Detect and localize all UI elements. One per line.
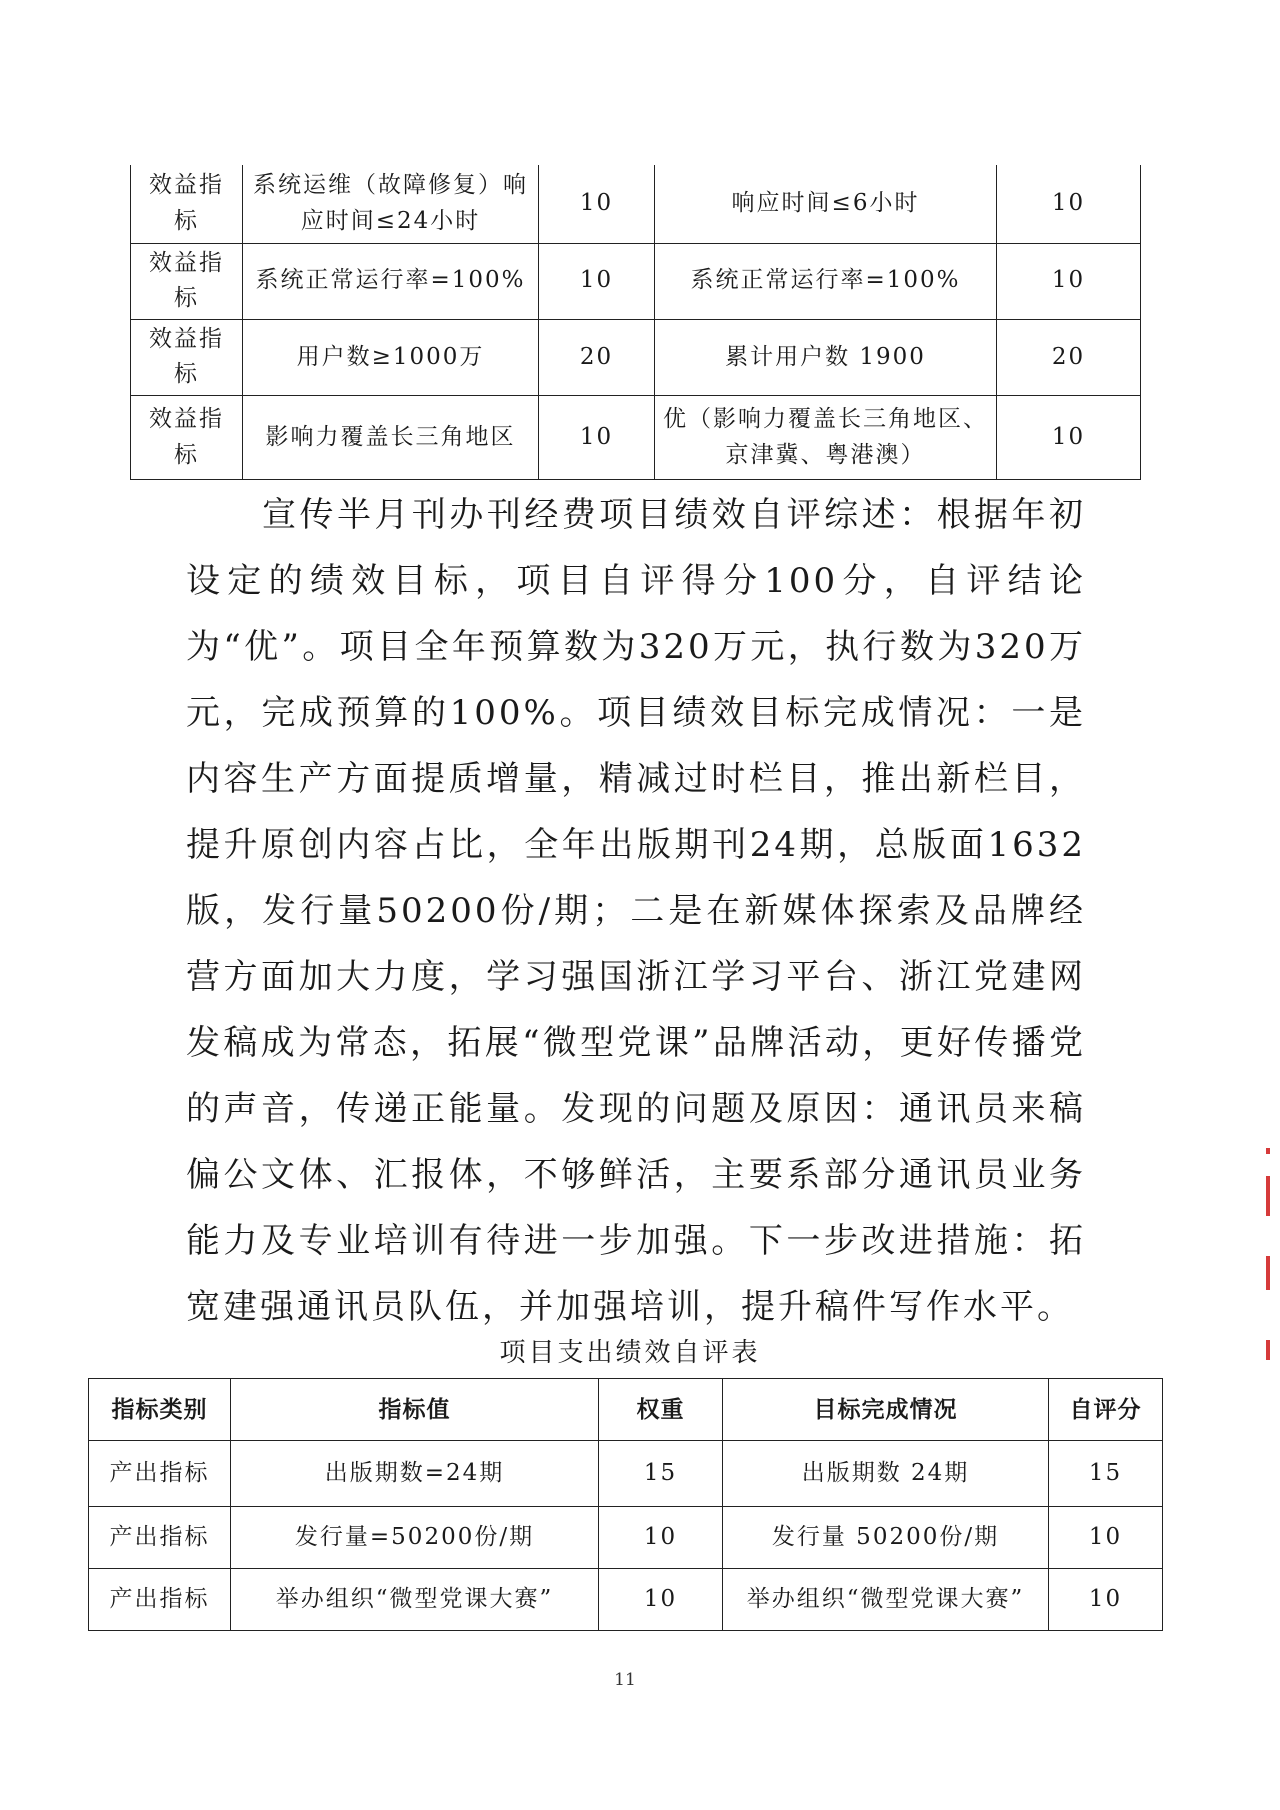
score-cell: 10 [997, 396, 1141, 480]
scan-edge-mark [1266, 1340, 1270, 1360]
scan-edge-mark [1266, 1176, 1270, 1216]
table-row [131, 243, 1141, 319]
weight-cell: 10 [539, 243, 655, 319]
indicator-cell: 举办组织“微型党课大赛” [231, 1569, 599, 1631]
weight-cell: 20 [539, 319, 655, 395]
indicator-cell: 系统运维（故障修复）响应时间≤24小时 [243, 165, 539, 243]
weight-cell: 10 [539, 396, 655, 480]
completion-cell: 发行量 50200份/期 [723, 1507, 1049, 1569]
score-cell: 10 [1049, 1507, 1163, 1569]
table-row [89, 1441, 1163, 1507]
completion-cell: 举办组织“微型党课大赛” [723, 1569, 1049, 1631]
indicator-cell: 用户数≥1000万 [243, 319, 539, 395]
table-row [131, 319, 1141, 395]
completion-cell: 出版期数 24期 [723, 1441, 1049, 1507]
score-cell: 20 [997, 319, 1141, 395]
score-cell: 10 [1049, 1569, 1163, 1631]
category-cell: 效益指标 [131, 319, 243, 395]
weight-cell: 10 [539, 165, 655, 243]
scan-edge-mark [1266, 1148, 1270, 1154]
completion-cell: 系统正常运行率=100% [655, 243, 997, 319]
category-cell: 产出指标 [89, 1441, 231, 1507]
category-cell: 产出指标 [89, 1569, 231, 1631]
category-cell: 产出指标 [89, 1507, 231, 1569]
weight-cell: 15 [599, 1441, 723, 1507]
score-cell: 10 [997, 243, 1141, 319]
completion-cell: 累计用户数 1900 [655, 319, 997, 395]
indicator-cell: 出版期数=24期 [231, 1441, 599, 1507]
benefit-indicator-table [130, 165, 1141, 480]
table-header-row [89, 1379, 1163, 1441]
weight-cell: 10 [599, 1569, 723, 1631]
score-cell: 15 [1049, 1441, 1163, 1507]
header-score: 自评分 [1049, 1379, 1163, 1441]
completion-cell: 响应时间≤6小时 [655, 165, 997, 243]
header-completion: 目标完成情况 [723, 1379, 1049, 1441]
weight-cell: 10 [599, 1507, 723, 1569]
indicator-cell: 发行量=50200份/期 [231, 1507, 599, 1569]
indicator-cell: 系统正常运行率=100% [243, 243, 539, 319]
score-cell: 10 [997, 165, 1141, 243]
performance-summary-paragraph: 宣传半月刊办刊经费项目绩效自评综述：根据年初设定的绩效目标，项目自评得分100分，自评结论为“优”。项目全年预算数为320万元，执行数为320万元，完成预算的100%。项目绩效目标完成情况：一是内容生产方面提质增量，精减过时栏目，推出新栏目，提升原创内容占比，全年出版期刊24期，总版面1632版，发行量50200份/期；二是在新媒体探索及品牌经营方面加大力度，学习强国浙江学习平台、浙江党建网发稿成为常态，拓展“微型党课”品牌活动，更好传播党的声音，传递正能量。发现的问题及原因：通讯员来稿偏公文体、汇报体，不够鲜活，主要系部分通讯员业务能力及专业培训有待进一步加强。下一步改进措施：拓宽建强通讯员队伍，并加强培训，提升稿件写作水平。 [186, 495, 1086, 1327]
table-row [131, 396, 1141, 480]
indicator-cell: 影响力覆盖长三角地区 [243, 396, 539, 480]
category-cell: 效益指标 [131, 165, 243, 243]
category-cell: 效益指标 [131, 396, 243, 480]
header-weight: 权重 [599, 1379, 723, 1441]
category-cell: 效益指标 [131, 243, 243, 319]
page-number: 11 [614, 1670, 636, 1690]
table-row [89, 1569, 1163, 1631]
header-category: 指标类别 [89, 1379, 231, 1441]
table-row [89, 1507, 1163, 1569]
scan-edge-mark [1266, 1256, 1270, 1290]
table-caption: 项目支出绩效自评表 [499, 1338, 761, 1368]
self-evaluation-table [88, 1378, 1163, 1631]
table-row [131, 165, 1141, 243]
completion-cell: 优（影响力覆盖长三角地区、京津冀、粤港澳） [655, 396, 997, 480]
header-indicator: 指标值 [231, 1379, 599, 1441]
